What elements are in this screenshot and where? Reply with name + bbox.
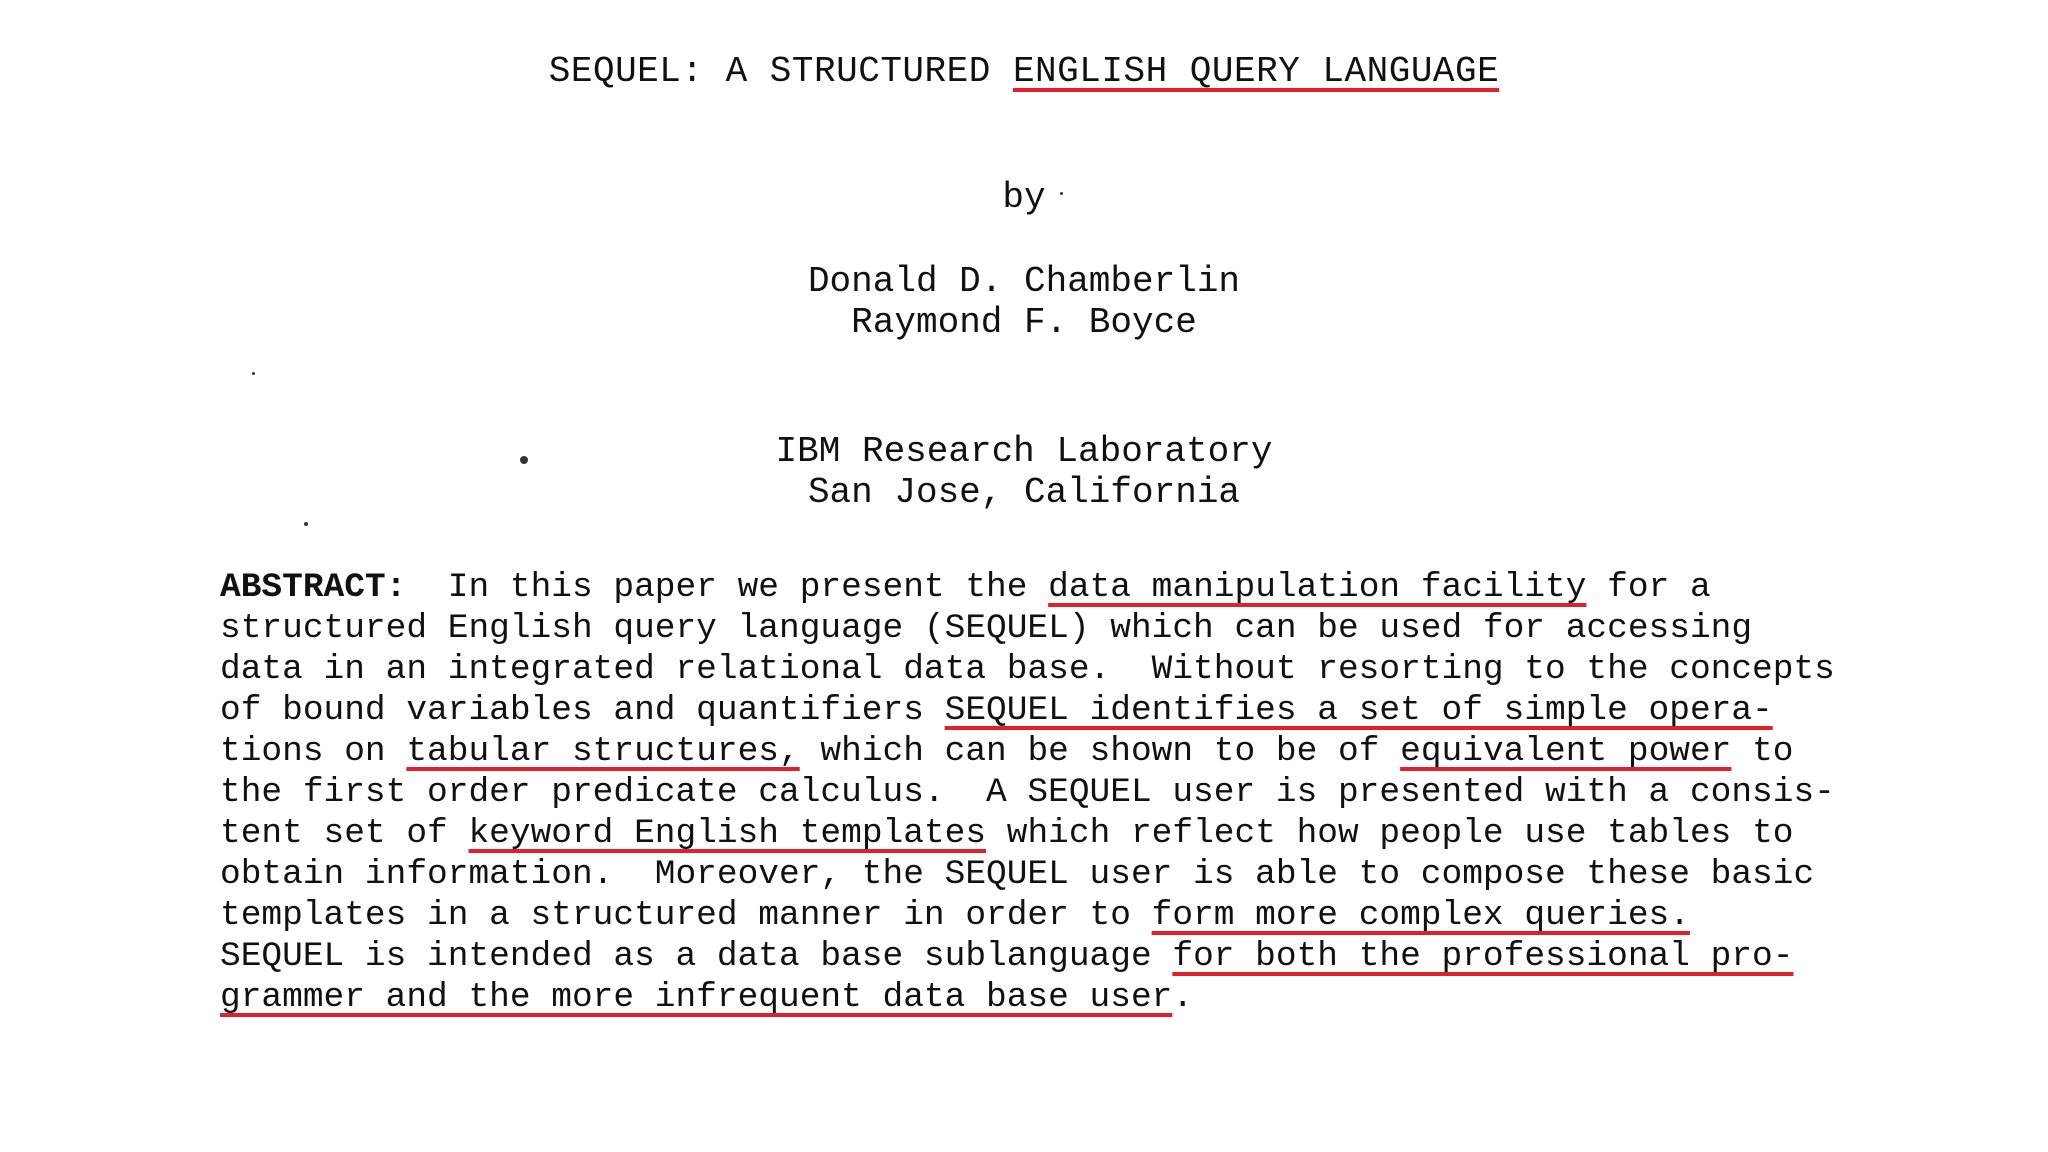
- scan-speck: [1060, 192, 1063, 195]
- paper-title: [0, 52, 2048, 92]
- abstract-line: ABSTRACT: In this paper we present the data manipulation facility for a: [220, 568, 1711, 607]
- abstract-line: tent set of keyword English templates which reflect how people use tables to: [220, 814, 1794, 853]
- abstract-line: data in an integrated relational data base. Without resorting to the concepts: [220, 650, 1835, 689]
- byline: by: [1002, 177, 1046, 218]
- affiliation-lab: IBM Research Laboratory: [775, 431, 1273, 472]
- abstract-line: tions on tabular structures, which can be shown to be of equivalent power to: [220, 732, 1794, 771]
- abstract-line: grammer and the more infrequent data base user.: [220, 978, 1194, 1017]
- scan-speck: [520, 456, 528, 464]
- abstract-label: ABSTRACT:: [220, 568, 407, 607]
- affiliation-location: San Jose, California: [807, 472, 1241, 513]
- abstract-line: SEQUEL is intended as a data base sublanguage for both the professional pro-: [220, 937, 1794, 976]
- abstract: [220, 567, 1835, 1018]
- abstract-line: obtain information. Moreover, the SEQUEL user is able to compose these basic: [220, 855, 1815, 894]
- abstract-line: of bound variables and quantifiers SEQUEL identifies a set of simple opera-: [220, 691, 1773, 730]
- abstract-line: templates in a structured manner in order to form more complex queries.: [220, 896, 1690, 935]
- title-prefix: SEQUEL: A STRUCTURED: [548, 51, 1013, 92]
- scan-speck: [252, 372, 255, 375]
- title-underlined: ENGLISH QUERY LANGUAGE: [1012, 51, 1500, 92]
- author-2: Raymond F. Boyce: [851, 302, 1197, 343]
- author-1: Donald D. Chamberlin: [807, 261, 1241, 302]
- abstract-line: structured English query language (SEQUEL) which can be used for accessing: [220, 609, 1753, 648]
- abstract-line: the first order predicate calculus. A SEQUEL user is presented with a consis-: [220, 773, 1835, 812]
- scan-speck: [304, 522, 308, 526]
